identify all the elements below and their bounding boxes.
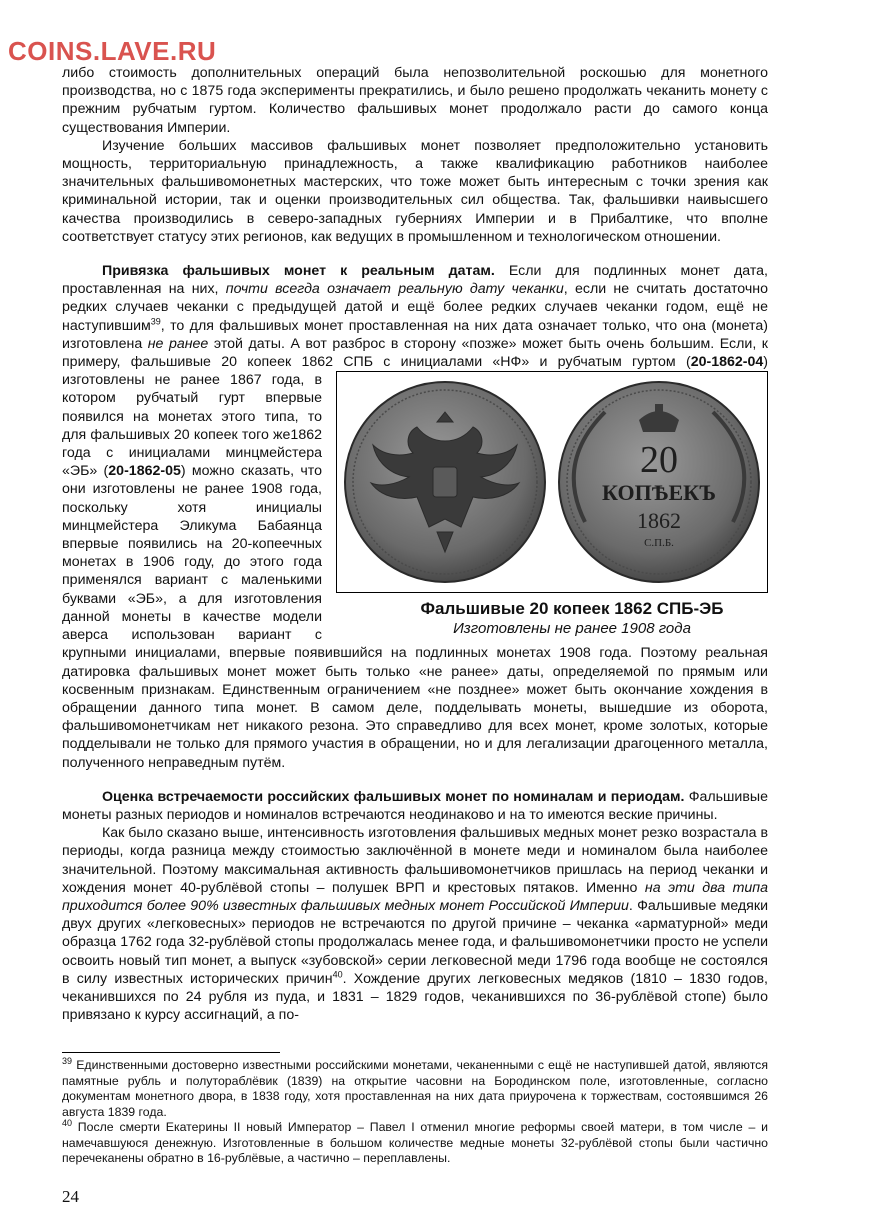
paragraph-frequency: Оценка встречаемости российских фальшивых монет по номиналам и периодам. Фальшивые монеты разных периодов и номиналов встречаются неодинаково и на то имеются веские причины. <box>62 788 768 823</box>
section-heading-frequency: Оценка встречаемости российских фальшивых монет по номиналам и периодам. <box>102 788 685 805</box>
figure-caption-subtitle: Изготовлены не ранее 1908 года <box>453 620 691 638</box>
reverse-mint: С.П.Б. <box>644 537 674 550</box>
coin-obverse <box>345 382 545 582</box>
figure-caption-title: Фальшивые 20 копеек 1862 СПБ-ЭБ <box>420 599 724 619</box>
paragraph-dating: Привязка фальшивых монет к реальным датам. Если для подлинных монет дата, проставленная на них, почти всегда означает реальную дату чеканки, если не считать достаточно редких случаев чеканки с предыдущей датой и ещё более редких случаев чеканки годом, ещё не наступившим$^{39}$, то для фальшивых монет проставленная на них дата означает только, что она (монета) изготовлена не ранее этой даты. А вот разброс в сторону «позже» может быть очень большим. Если, к примеру, фальшивые 20 копеек 1862 СПБ с инициалами «НФ» и рубчатым гуртом ( 20 КОПѢЕКЪ 1862 С.П.Б. Фальшивые 20 копеек 1862 СПБ-ЭБ Изготовлены не ранее 1908 года 20-1862-04) изготовлены не ранее 1867 года, в котором рубчатый гурт впервые появился на монетах этого типа, то для фальшивых 20 копеек того же1862 года с инициалами минцмейстера «ЭБ» (20-1862-05) можно сказать, что они изготовлены не ранее 1908 года, поскольку хотя инициалы минцмейстера Эликума Бабаянца впервые появились на 20-копеечных монетах в 1906 году, до этого года применялся вариант с маленькими буквами «ЭБ», а для изготовления данной монеты в качестве модели аверса использован вариант с крупными инициалами, впервые появившийся на подлинных монетах 1908 года. Поэтому реальная датировка фальшивых монет может быть только «не ранее» даты, определяемой по прямым или косвенным признакам. Единственным ограничением «не позднее» может быть окончание хождения в обращении данного типа монет. В самом деле, подделывать монеты, вышедшие из оборота, фальшивомонетчикам нет никакого резона. Это справедливо для всех монет, кроме золотых, которые подделывали не только для прямого участия в обращении, но и для легализации драгоценного металла, полученного неправедным путём. <box>62 263 768 771</box>
page-number: 24 <box>62 1187 79 1206</box>
coin-figure <box>336 371 768 639</box>
paragraph-2: Изучение больших массивов фальшивых монет позволяет предположительно установить мощность, территориальную принадлежность, а также квалификацию работников наиболее значительных фальшивомонетных мастерских, что тоже может быть интересным с точки зрения как криминальной истории, так и оценки производительных сил общества. Так, фальшивки наивысшего качества производились в северо-западных губерниях Империи и в Прибалтике, что вполне соответствует статусу этих регионов, как ведущих в промышленном и технологическом отношении. <box>62 137 768 245</box>
coin-reverse <box>559 382 759 582</box>
section-heading-dating: Привязка фальшивых монет к реальным датам. <box>102 263 495 280</box>
coin-illustration <box>337 372 767 592</box>
paragraph-1: либо стоимость дополнительных операций была непозволительной роскошью для монетного производства, но с 1875 года эксперименты прекратились, и было решено продолжать чеканить монету с прежним рубчатым гуртом. Количество фальшивых монет продолжало расти до самого конца существования Империи. <box>62 65 768 136</box>
reverse-word: КОПѢЕКЪ <box>602 480 716 506</box>
footnotes <box>62 1055 768 1167</box>
footnote-40: $^{40}$ После смерти Екатерины II новый Император – Павел I отменил многие реформы своей матери, в том числе – и намечавшуюся денежную. Изготовленные в большом количестве медные монеты 32-рублёвой стопы были частично перечеканены обратно в 16-рублёвые, а частично – переплавлены. <box>62 1117 768 1165</box>
reverse-value: 20 <box>640 439 678 482</box>
reverse-year: 1862 <box>637 508 681 534</box>
page-body <box>62 64 768 1024</box>
site-watermark: COINS.LAVE.RU <box>8 36 217 66</box>
footnote-ref-39[interactable]: 39 <box>150 315 161 326</box>
coin-photo <box>336 371 768 593</box>
paragraph-copper: Как было сказано выше, интенсивность изготовления фальшивых медных монет резко возрастала в периоды, когда разница между стоимостью заключённой в монете меди и номиналом была наиболее значительной. Поэтому максимальная активность фальшивомонетчиков пришлась на период чеканки и хождения монет 40-рублёвой стопы – полушек ВРП и крестовых пятаков. Именно на эти два типа приходится более 90% известных фальшивых медных монет Российской Империи. Фальшивые медяки двух других «легковесных» периодов не встречаются по другой причине – чеканка «арматурной» меди образца 1762 года 32-рублёвой стопы продолжалась менее года, и фальшивомонетчики просто не успели освоить новый тип монет, а выпуск «зубовской» серии легковесной меди 1796 года вообще не состоялся в силу известных исторических причин$^{40}$. Хождение других легковесных медяков (1810 – 1830 годов, чеканившихся по 24 рубля из пуда, и 1831 – 1829 годов, чеканившихся по 36-рублёвой стопе) было привязано к курсу ассигнаций, а по- <box>62 825 769 1024</box>
footnote-ref-40[interactable]: 40 <box>332 969 343 980</box>
footnote-divider <box>62 1052 280 1053</box>
footnote-39: $^{39}$ Единственными достоверно известными российскими монетами, чеканенными с ещё не наступившей датой, являются памятные рубль и полутораблёвик (1839) на открытие часовни на Бородинском поле, изготовленные, согласно документам монетного двора, в 1838 году, хотя проставленная на них дата приурочена к торжествам, состоявшимся 26 августа 1839 года. <box>62 1055 768 1119</box>
